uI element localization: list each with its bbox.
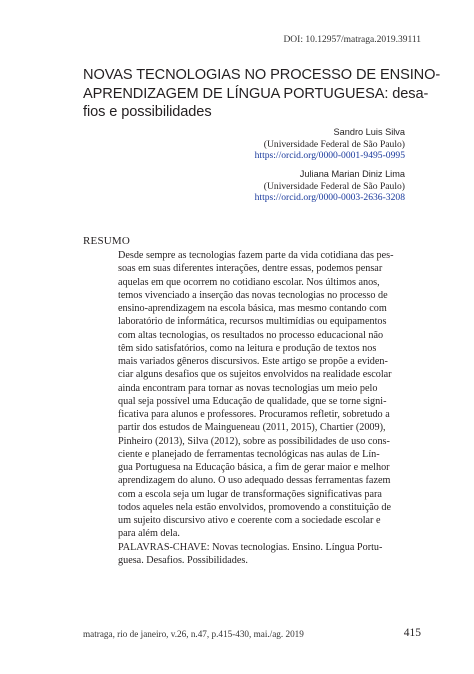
abstract-line: qual seja possível uma Educação de qualidade, que se torne signi-	[118, 395, 387, 407]
abstract-heading: RESUMO	[83, 235, 131, 247]
abstract-line: para além dela.	[118, 528, 180, 540]
abstract-line: um sujeito discursivo ativo e coerente com a sociedade escolar e	[118, 515, 381, 526]
author-block-1	[255, 127, 405, 162]
abstract-line: com altas tecnologias, os resultados no processo educacional não	[118, 329, 384, 341]
abstract-line: todos aqueles nela estão envolvidos, promovendo a constituição de	[118, 501, 392, 513]
abstract-line: temos vivenciado a inserção das novas tecnologias no processo de	[118, 289, 388, 301]
abstract-line: aprendizagem do aluno. O uso adequado dessas ferramentas fazem	[118, 475, 391, 487]
abstract-line: soas em suas diferentes interações, dentre essas, podemos pensar	[118, 263, 383, 275]
author-orcid-link[interactable]: https://orcid.org/0000-0001-9495-0995	[254, 150, 405, 162]
article-title	[83, 66, 441, 122]
author-orcid-link[interactable]: https://orcid.org/0000-0003-2636-3208	[254, 192, 405, 204]
journal-citation: matraga, rio de janeiro, v.26, n.47, p.415-430, mai./ag. 2019	[83, 629, 304, 639]
abstract-body	[118, 249, 412, 567]
abstract-line: ciente e planejado de ferramentas tecnológicas nas aulas de Lín-	[118, 448, 380, 460]
abstract-line: ficativa para alunos e professores. Procuramos refletir, sobretudo a	[118, 409, 390, 420]
author-affiliation: (Universidade Federal de São Paulo)	[263, 138, 405, 150]
title-line-2: APRENDIZAGEM DE LÍNGUA PORTUGUESA: desa-	[83, 85, 429, 102]
author-name: Sandro Luis Silva	[333, 127, 405, 137]
title-line-3: fios e possibilidades	[83, 104, 212, 120]
abstract-line: Pinheiro (2013), Silva (2012), sobre as possibilidades de uso cons-	[118, 435, 390, 447]
abstract-line: mais variados gêneros discursivos. Este artigo se propõe a eviden-	[118, 356, 388, 367]
author-name: Juliana Marian Diniz Lima	[299, 169, 405, 179]
abstract-line: laboratório de informática, recursos multimídias ou equipamentos	[118, 316, 387, 328]
author-affiliation: (Universidade Federal de São Paulo)	[263, 180, 405, 192]
abstract-line: gua Portuguesa na Educação básica, a fim de gerar maior e melhor	[118, 462, 390, 473]
abstract-line: partir dos estudos de Maingueneau (2011, 2015), Chartier (2009),	[118, 422, 386, 434]
abstract-line: ainda encontram para tornar as novas tecnologias um meio pelo	[118, 382, 378, 394]
keywords-line: guesa. Desafios. Possibilidades.	[118, 554, 248, 566]
title-line-1: NOVAS TECNOLOGIAS NO PROCESSO DE ENSINO-	[83, 67, 441, 83]
abstract-line: aquelas em que ocorrem no cotidiano escolar. Nos últimos anos,	[118, 276, 380, 288]
abstract-line: ciar alguns desafios que os sujeitos envolvidos na realidade escolar	[118, 369, 392, 381]
doi-text: DOI: 10.12957/matraga.2019.39111	[283, 35, 421, 45]
author-block-2	[255, 169, 405, 204]
keywords-line: PALAVRAS-CHAVE: Novas tecnologias. Ensino. Língua Portu-	[118, 541, 383, 553]
abstract-line: com a escola seja um lugar de transformações significativas para	[118, 488, 382, 500]
abstract-line: têm sido satisfatórios, como na leitura e produção de textos nos	[118, 342, 377, 354]
abstract-line: Desde sempre as tecnologias fazem parte da vida cotidiana das pes-	[118, 250, 394, 261]
page-number: 415	[403, 627, 421, 639]
abstract-line: ensino-aprendizagem na escola básica, mas mesmo contando com	[118, 303, 387, 314]
